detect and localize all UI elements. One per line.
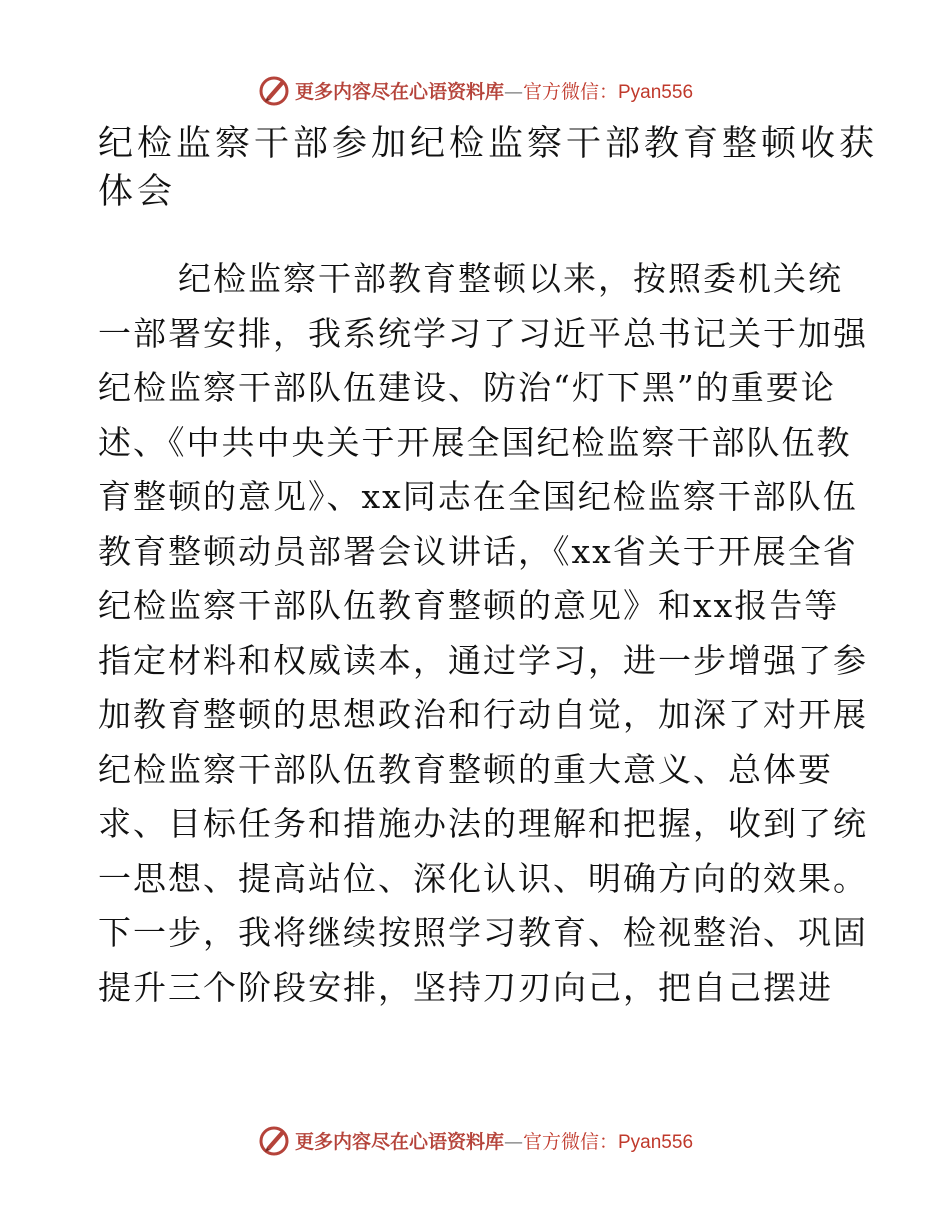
body-line: 提升三个阶段安排，坚持刀刃向己，把自己摆进: [98, 967, 833, 1007]
body-line: 纪检监察干部队伍教育整顿的意见》和xx报告等: [98, 586, 840, 625]
body-line: 纪检监察干部队伍教育整顿的重大意义、总体要: [98, 749, 833, 789]
body-line: 述、《中共中央关于开展全国纪检监察干部队伍教: [98, 422, 852, 462]
watermark-text: 更多内容尽在心语资料库: [294, 80, 504, 103]
pen-logo-icon: [257, 1123, 291, 1157]
pen-logo-icon: [257, 73, 291, 107]
body-line: 教育整顿动员部署会议讲话，《xx省关于开展全省: [98, 531, 858, 571]
watermark-contact: 官方微信：Pyan556: [523, 1131, 694, 1153]
body-line: 指定材料和权威读本，通过学习，进一步增强了参: [98, 640, 868, 680]
watermark-text: 更多内容尽在心语资料库: [294, 1130, 504, 1153]
body-line: 下一步，我将继续按照学习教育、检视整治、巩固: [98, 913, 868, 952]
watermark-dash: —: [504, 80, 523, 103]
watermark-dash: —: [504, 1130, 523, 1153]
document-body: [98, 252, 868, 1015]
body-line: 求、目标任务和措施办法的理解和把握，收到了统: [98, 804, 868, 843]
document-title: 纪检监察干部参加纪检监察干部教育整顿收获体会: [98, 124, 879, 212]
header-watermark: [0, 70, 950, 110]
body-line: 纪检监察干部教育整顿以来，按照委机关统: [178, 259, 843, 298]
body-line: 育整顿的意见》、xx同志在全国纪检监察干部队伍: [98, 477, 858, 516]
body-line: 纪检监察干部队伍建设、防治“灯下黑”的重要论: [98, 368, 836, 407]
body-line: 一思想、提高站位、深化认识、明确方向的效果。: [98, 858, 868, 898]
watermark-contact: 官方微信：Pyan556: [523, 81, 694, 103]
body-line: 加教育整顿的思想政治和行动自觉，加深了对开展: [98, 695, 868, 734]
footer-watermark: [0, 1120, 950, 1160]
body-line: 一部署安排，我系统学习了习近平总书记关于加强: [98, 313, 868, 353]
